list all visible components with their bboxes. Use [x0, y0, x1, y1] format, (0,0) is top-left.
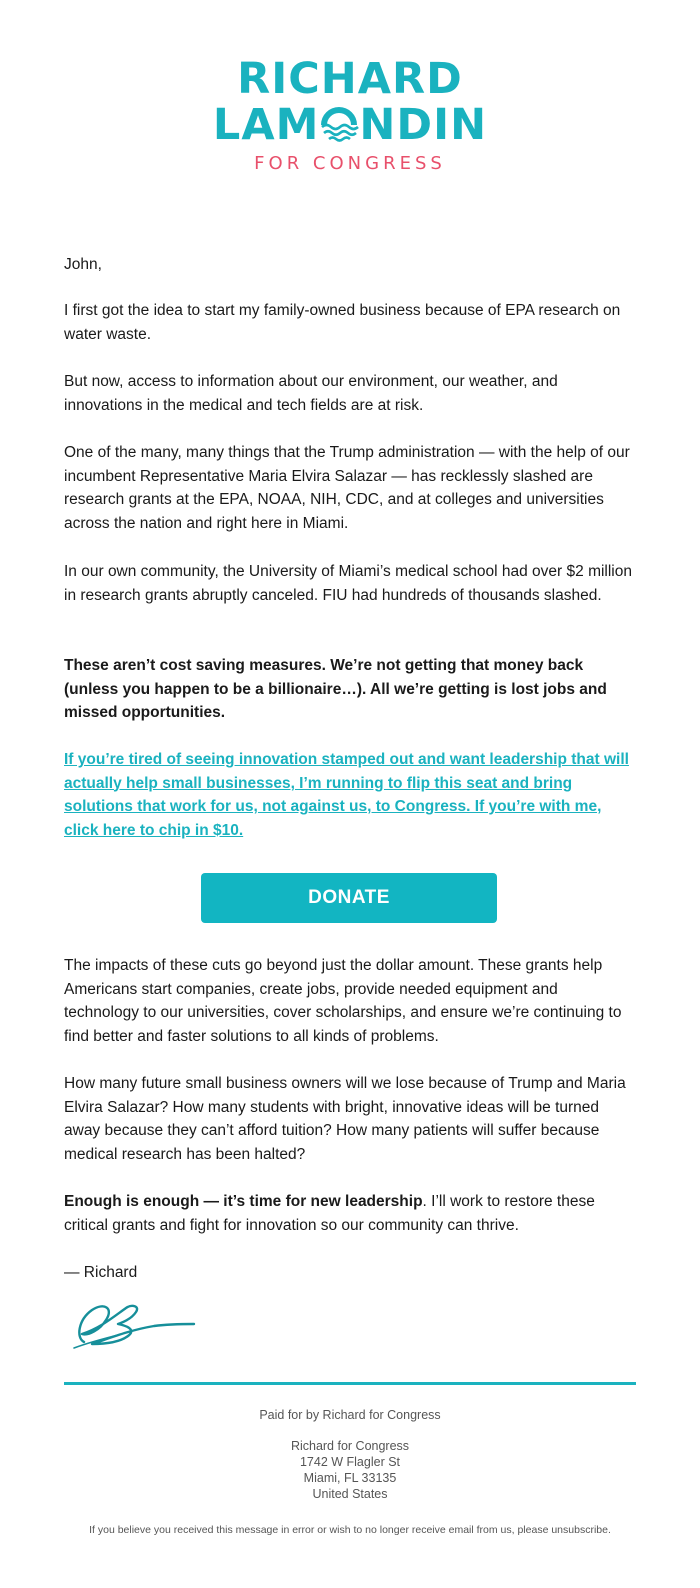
footer-address	[64, 1438, 636, 1502]
unsubscribe-notice	[80, 1524, 620, 1537]
footer-street: 1742 W Flagler St	[299, 1455, 401, 1469]
logo-wave-o-icon	[319, 107, 359, 143]
closing-bold-text: Enough is enough — it’s time for new leadership	[64, 1193, 423, 1210]
body-paragraph: I first got the idea to start my family-owned business because of EPA research on water waste.	[64, 302, 621, 343]
body-paragraph: The impacts of these cuts go beyond just the dollar amount. These grants help Americans start companies, create jobs, provide needed equipment and technology to our universities, cover scholarships, and ensure we’re continuing to find better and faster solutions to all kinds of problems.	[64, 957, 622, 1045]
closing-text: . I’ll work to restore these critical grants and fight for innovation so our community can thrive.	[64, 1193, 595, 1234]
logo-last-name	[64, 100, 636, 150]
cta-paragraph	[64, 748, 636, 842]
footer-country: United States	[312, 1487, 388, 1501]
closing-paragraph	[64, 1190, 636, 1237]
greeting: John,	[64, 256, 102, 273]
logo-last-name-start: LAM	[212, 100, 320, 150]
body-paragraph: In our own community, the University of Miami’s medical school had over $2 million in research grants abruptly canceled. FIU had hundreds of thousands slashed.	[64, 563, 632, 604]
body-paragraph: How many future small business owners will we lose because of Trump and Maria Elvira Salazar? How many students with bright, innovative ideas will be turned away because they can’t afford tuition? How many patients will suffer because medical research has been halted?	[64, 1075, 626, 1163]
signature-image	[70, 1298, 200, 1350]
body-paragraph: One of the many, many things that the Trump administration — with the help of our incumbent Representative Maria Elvira Salazar — has recklessly slashed are research grants at the EPA, NOAA, NIH, CDC, and at colleges and universities across the nation and right here in Miami.	[64, 444, 630, 532]
unsubscribe-link[interactable]: unsubscribe.	[551, 1524, 611, 1536]
footer-divider	[64, 1382, 636, 1385]
paid-for-disclaimer: Paid for by Richard for Congress	[259, 1408, 441, 1422]
bold-paragraph: These aren’t cost saving measures. We’re not getting that money back (unless you happen to be a billionaire…). All we’re getting is lost jobs and missed opportunities.	[64, 657, 607, 721]
email-container	[64, 0, 636, 1536]
logo-subtitle: FOR CONGRESS	[254, 153, 446, 174]
footer-city: Miami, FL 33135	[303, 1471, 397, 1485]
body-paragraph: But now, access to information about our environment, our weather, and innovations in the medical and tech fields are at risk.	[64, 373, 558, 414]
logo-last-name-end: NDIN	[359, 100, 488, 150]
unsubscribe-text: If you believe you received this message in error or wish to no longer receive email from us, please	[89, 1524, 549, 1536]
signoff: — Richard	[64, 1264, 138, 1281]
donate-button[interactable]: DONATE	[201, 873, 497, 923]
campaign-logo	[64, 0, 636, 232]
logo-first-name: RICHARD	[237, 54, 463, 104]
footer-org-name: Richard for Congress	[290, 1439, 410, 1453]
chip-in-link[interactable]: If you’re tired of seeing innovation stamped out and want leadership that will actually help small businesses, I’m running to flip this seat and bring solutions that work for us, not against us, to Congress. If you’re with me, click here to chip in $10.	[64, 751, 629, 839]
